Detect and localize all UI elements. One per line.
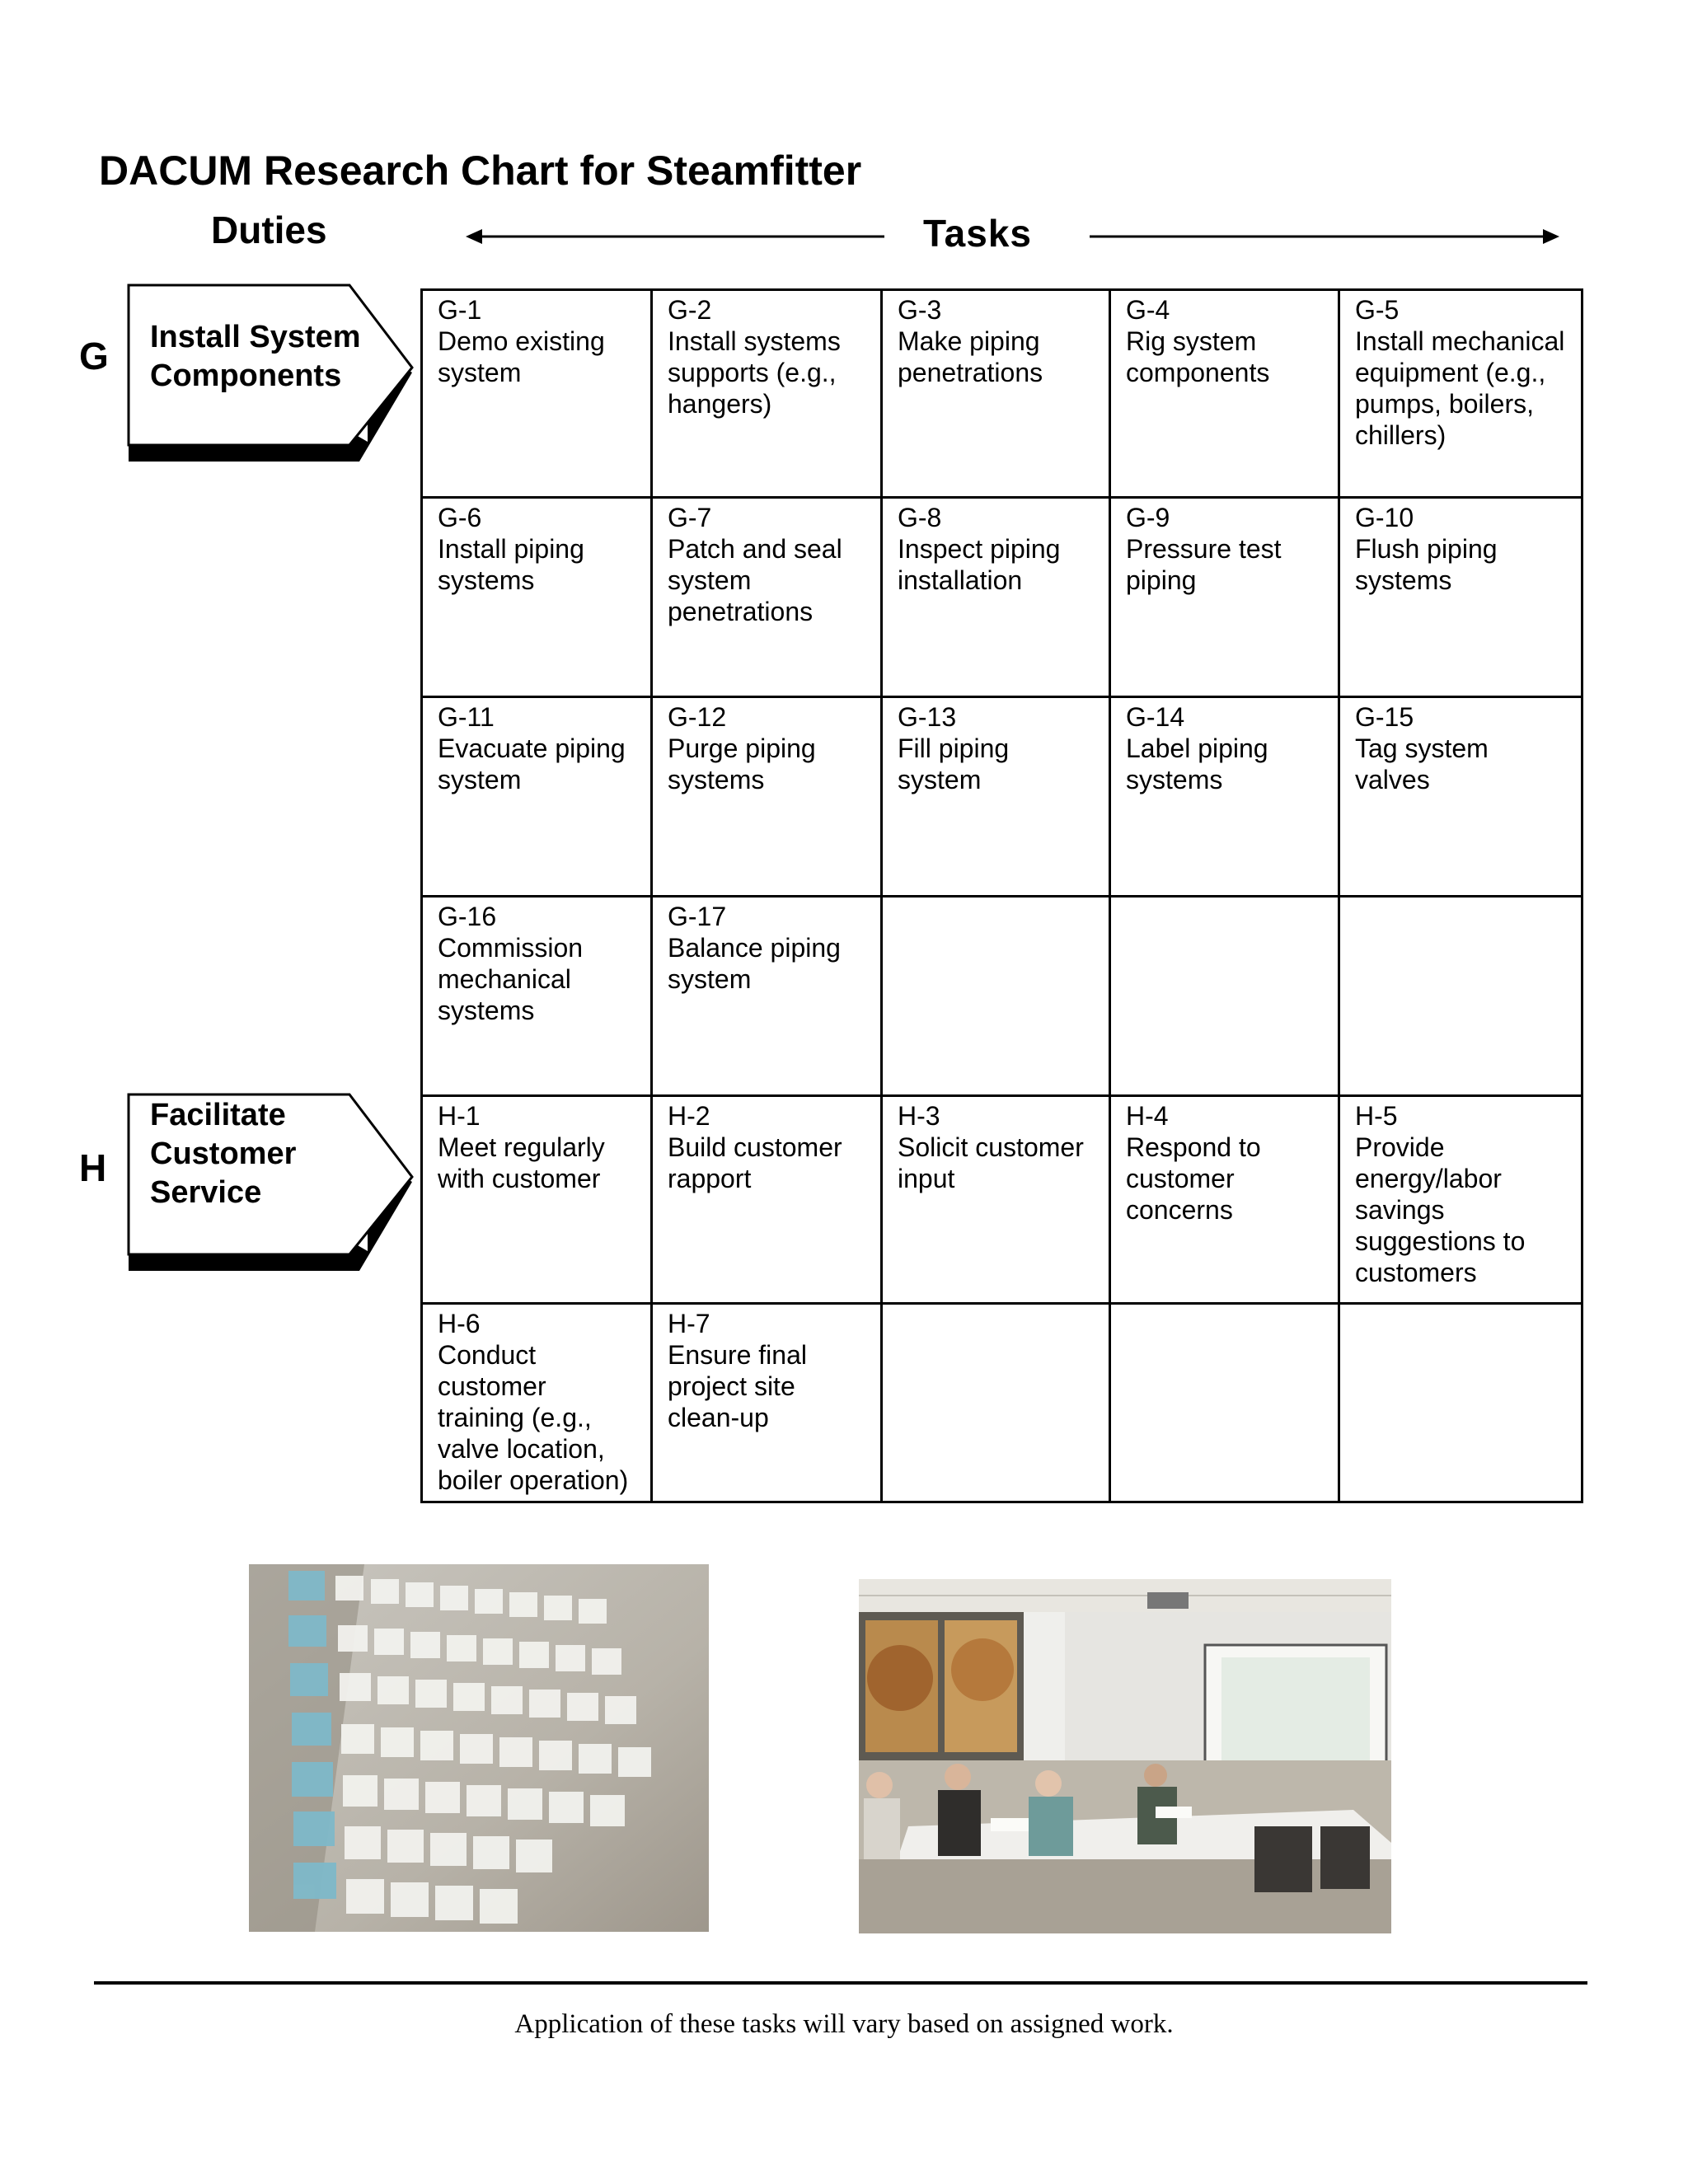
task-cell-g-15 <box>1339 697 1582 897</box>
duty-title-h-line-2: Customer <box>150 1137 297 1171</box>
task-code: H-5 <box>1355 1101 1398 1131</box>
task-cell-g-7 <box>652 498 882 697</box>
task-description: Meet regularly with customer <box>438 1132 605 1193</box>
task-code: H-7 <box>668 1309 710 1338</box>
duty-title-g-line-1: Install System <box>150 320 361 354</box>
task-code: G-17 <box>668 902 727 931</box>
task-description: Inspect piping installation <box>898 534 1061 595</box>
task-description: Conduct customer training (e.g., valve location, boiler operation) <box>438 1340 629 1495</box>
task-description: Ensure final project site clean-up <box>668 1340 807 1432</box>
task-code: G-9 <box>1126 503 1170 532</box>
task-cell-h-2 <box>652 1096 882 1304</box>
task-cell-empty <box>1339 1304 1582 1502</box>
task-cell-g-10 <box>1339 498 1582 697</box>
task-row <box>422 897 1582 1096</box>
task-row <box>422 498 1582 697</box>
task-cell-g-1 <box>422 290 652 498</box>
task-cell-g-5 <box>1339 290 1582 498</box>
task-description: Pressure test piping <box>1126 534 1282 595</box>
tasks-left-arrow <box>466 224 886 249</box>
task-description: Tag system valves <box>1355 733 1489 794</box>
task-code: G-7 <box>668 503 712 532</box>
task-cell-g-6 <box>422 498 652 697</box>
duty-title-h-line-1: Facilitate <box>150 1098 286 1132</box>
task-row <box>422 697 1582 897</box>
task-row <box>422 290 1582 498</box>
task-cell-g-12 <box>652 697 882 897</box>
task-row <box>422 1304 1582 1502</box>
task-description: Balance piping system <box>668 933 841 994</box>
task-description: Provide energy/labor savings suggestions to customers <box>1355 1132 1526 1287</box>
task-cell-h-7 <box>652 1304 882 1502</box>
task-description: Build customer rapport <box>668 1132 842 1193</box>
duty-title-g-line-2: Components <box>150 359 342 393</box>
task-grid-body <box>422 290 1582 1502</box>
task-description: Fill piping system <box>898 733 1010 794</box>
task-code: G-14 <box>1126 702 1185 732</box>
task-code: G-6 <box>438 503 482 532</box>
task-code: G-2 <box>668 295 712 325</box>
task-description: Label piping systems <box>1126 733 1268 794</box>
task-description: Install mechanical equipment (e.g., pumps, boilers, chillers) <box>1355 326 1565 450</box>
task-code: G-1 <box>438 295 482 325</box>
task-grid <box>420 288 1583 1503</box>
tasks-header: Tasks <box>923 212 1033 255</box>
task-description: Patch and seal system penetrations <box>668 534 842 626</box>
meeting-room-photo <box>859 1579 1391 1933</box>
task-cell-g-3 <box>882 290 1110 498</box>
task-code: G-11 <box>438 702 495 732</box>
task-cell-h-3 <box>882 1096 1110 1304</box>
duty-title-h-line-3: Service <box>150 1175 262 1210</box>
task-cell-h-1 <box>422 1096 652 1304</box>
task-cell-g-11 <box>422 697 652 897</box>
task-description: Flush piping systems <box>1355 534 1498 595</box>
task-description: Rig system components <box>1126 326 1270 387</box>
task-row <box>422 1096 1582 1304</box>
footer-rule <box>94 1981 1587 1985</box>
task-cell-g-8 <box>882 498 1110 697</box>
task-description: Solicit customer input <box>898 1132 1084 1193</box>
task-code: G-10 <box>1355 503 1414 532</box>
task-cell-h-5 <box>1339 1096 1582 1304</box>
task-cell-empty <box>882 897 1110 1096</box>
task-code: H-1 <box>438 1101 481 1131</box>
task-cell-g-9 <box>1110 498 1339 697</box>
duty-title-g <box>150 318 361 396</box>
task-description: Make piping penetrations <box>898 326 1043 387</box>
task-code: H-4 <box>1126 1101 1169 1131</box>
task-description: Evacuate piping system <box>438 733 626 794</box>
task-cell-g-14 <box>1110 697 1339 897</box>
task-code: G-8 <box>898 503 942 532</box>
page-title: DACUM Research Chart for Steamfitter <box>99 148 862 194</box>
task-cell-g-16 <box>422 897 652 1096</box>
task-description: Install piping systems <box>438 534 584 595</box>
task-code: G-4 <box>1126 295 1170 325</box>
task-cell-h-4 <box>1110 1096 1339 1304</box>
task-code: G-5 <box>1355 295 1400 325</box>
task-cell-h-6 <box>422 1304 652 1502</box>
task-description: Demo existing system <box>438 326 605 387</box>
task-cell-g-13 <box>882 697 1110 897</box>
duty-letter-h: H <box>79 1146 107 1189</box>
task-cell-empty <box>1110 897 1339 1096</box>
task-code: H-6 <box>438 1309 481 1338</box>
task-description: Respond to customer concerns <box>1126 1132 1261 1225</box>
duty-title-h <box>150 1096 296 1212</box>
task-cell-empty <box>1110 1304 1339 1502</box>
task-cards-wall-photo <box>249 1564 709 1932</box>
task-cell-g-4 <box>1110 290 1339 498</box>
duties-header: Duties <box>211 209 327 251</box>
task-code: G-12 <box>668 702 727 732</box>
task-description: Purge piping systems <box>668 733 816 794</box>
task-code: G-13 <box>898 702 957 732</box>
task-code: G-15 <box>1355 702 1414 732</box>
tasks-right-arrow <box>1090 224 1561 249</box>
task-description: Commission mechanical systems <box>438 933 584 1025</box>
task-cell-g-2 <box>652 290 882 498</box>
duty-letter-g: G <box>79 335 109 377</box>
task-cell-empty <box>1339 897 1582 1096</box>
task-description: Install systems supports (e.g., hangers) <box>668 326 841 419</box>
task-code: H-3 <box>898 1101 940 1131</box>
footer-note: Application of these tasks will vary based on assigned work. <box>514 2009 1174 2039</box>
task-code: G-3 <box>898 295 942 325</box>
task-cell-g-17 <box>652 897 882 1096</box>
task-cell-empty <box>882 1304 1110 1502</box>
task-code: H-2 <box>668 1101 710 1131</box>
task-code: G-16 <box>438 902 497 931</box>
